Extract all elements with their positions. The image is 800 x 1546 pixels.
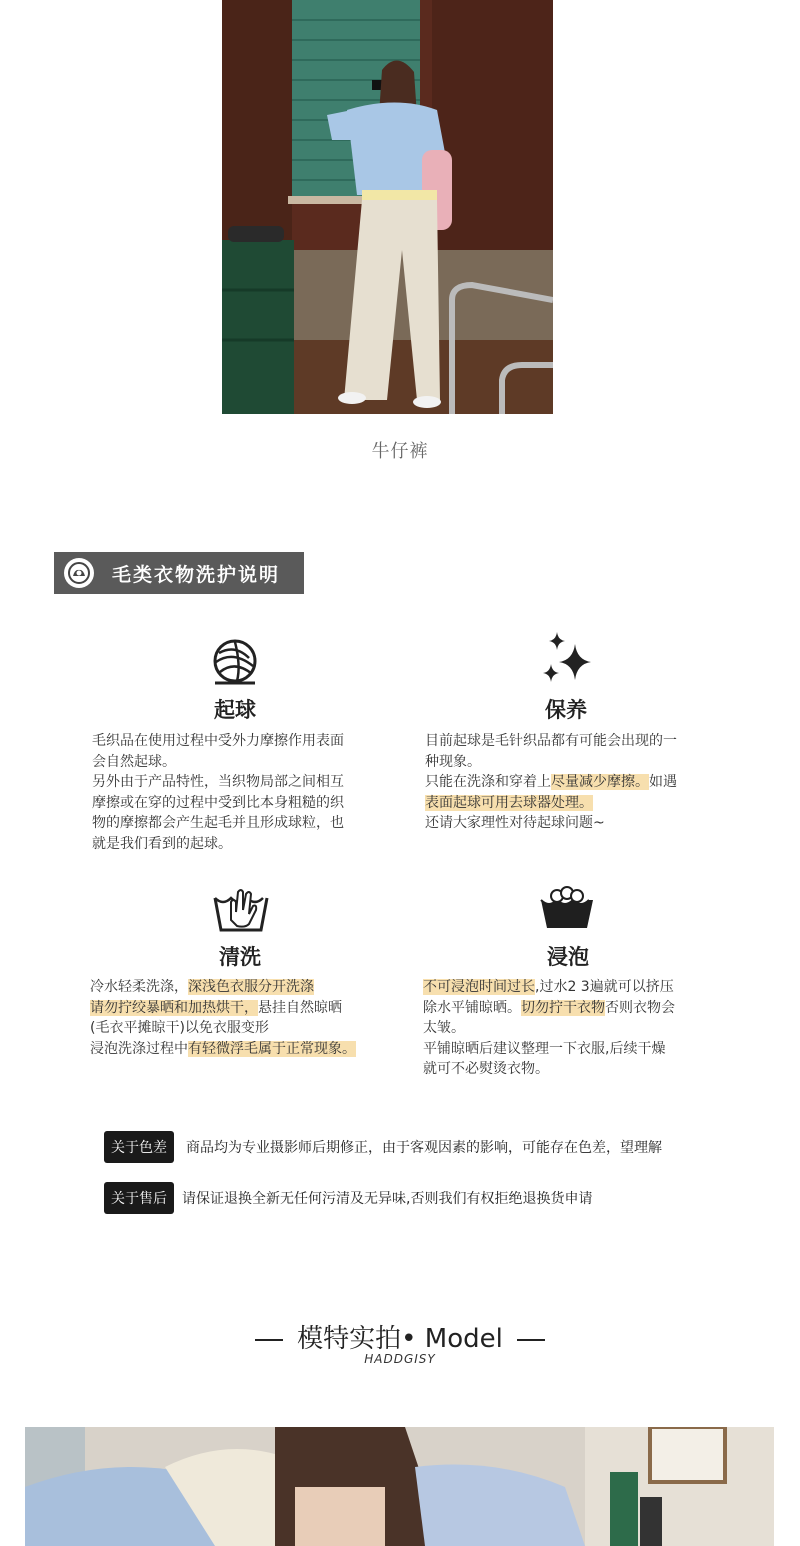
text-line: 另外由于产品特性，当织物局部之间相互 xyxy=(92,774,344,790)
model-title-text: 模特实拍• Model xyxy=(297,1324,503,1354)
card-body-maintenance xyxy=(425,731,725,834)
highlighted-text: 有轻微浮毛属于正常现象。 xyxy=(188,1040,356,1057)
hand-wash-icon xyxy=(211,884,271,940)
text-segment: 悬挂自然晾晒 xyxy=(258,999,342,1016)
text-line: (毛衣平摊晾干)以免衣服变形 xyxy=(90,1020,269,1036)
banner-title: 毛类衣物洗护说明 xyxy=(112,563,281,586)
text-line: 会自然起球。 xyxy=(92,753,176,770)
text-line: 目前起球是毛针织品都有可能会出现的一 xyxy=(425,733,677,749)
model-section-subtitle: HADDGISY xyxy=(364,1352,436,1366)
card-body-washing xyxy=(90,977,400,1059)
text-line: 就可不必熨烫衣物。 xyxy=(423,1061,549,1077)
card-body-pilling xyxy=(92,731,392,854)
highlighted-text: 表面起球可用去球器处理。 xyxy=(425,794,593,811)
card-title-washing: 清洗 xyxy=(219,945,261,969)
round-emblem-icon xyxy=(64,558,94,588)
text-line: 就是我们看到的起球。 xyxy=(92,835,232,852)
text-line xyxy=(425,793,725,814)
card-title-maintenance: 保养 xyxy=(545,698,587,722)
text-line xyxy=(90,1039,400,1060)
product-photo-jeans xyxy=(222,0,553,414)
color-difference-note xyxy=(104,1131,662,1163)
text-segment: 否则衣物会 xyxy=(605,999,675,1016)
highlighted-text: 尽量减少摩擦。 xyxy=(551,774,649,790)
text-segment: 如遇 xyxy=(649,774,677,790)
text-line xyxy=(90,977,400,998)
note-tag-color: 关于色差 xyxy=(104,1131,174,1163)
note-tag-after-sales: 关于售后 xyxy=(104,1182,174,1214)
text-segment: ,过水2 3遍就可以挤压 xyxy=(535,979,674,995)
title-dash-right xyxy=(517,1339,545,1341)
highlighted-text: 切勿拧干衣物 xyxy=(521,999,605,1016)
wash-basin-icon xyxy=(537,884,597,938)
text-segment: 只能在洗涤和穿着上 xyxy=(425,774,551,790)
text-line xyxy=(425,772,725,793)
text-line xyxy=(423,998,723,1019)
card-body-soaking xyxy=(423,977,723,1080)
after-sales-note xyxy=(104,1182,592,1214)
text-segment: 浸泡洗涤过程中 xyxy=(90,1040,188,1057)
text-line: 物的摩擦都会产生起毛并且形成球粒，也 xyxy=(92,815,344,831)
care-instructions-banner xyxy=(54,552,304,594)
yarn-ball-icon xyxy=(205,636,265,692)
highlighted-text: 不可浸泡时间过长 xyxy=(423,979,535,995)
note-text-color: 商品均为专业摄影师后期修正，由于客观因素的影响，可能存在色差，望理解 xyxy=(186,1140,662,1156)
highlighted-text: 深浅色衣服分开洗涤 xyxy=(188,979,314,995)
highlighted-text: 请勿拧绞暴晒和加热烘干， xyxy=(90,999,258,1016)
sparkle-icon xyxy=(537,632,597,692)
text-line: 种现象。 xyxy=(425,753,481,770)
card-title-soaking: 浸泡 xyxy=(547,945,589,969)
photo-caption: 牛仔裤 xyxy=(371,441,429,462)
text-line: 太皱。 xyxy=(423,1020,465,1036)
text-line xyxy=(423,977,723,998)
model-photo xyxy=(25,1427,774,1546)
text-line: 平铺晾晒后建议整理一下衣服,后续干燥 xyxy=(423,1040,666,1057)
model-section-title xyxy=(0,1318,800,1355)
text-line: 摩擦或在穿的过程中受到比本身粗糙的织 xyxy=(92,794,344,811)
text-line xyxy=(90,998,400,1019)
text-segment: 冷水轻柔洗涤， xyxy=(90,979,188,995)
text-line: 还请大家理性对待起球问题~ xyxy=(425,815,605,831)
card-title-pilling: 起球 xyxy=(214,698,256,722)
note-text-after-sales: 请保证退换全新无任何污清及无异味,否则我们有权拒绝退换货申请 xyxy=(182,1191,593,1207)
title-dash-left xyxy=(255,1339,283,1341)
text-line: 毛织品在使用过程中受外力摩擦作用表面 xyxy=(92,733,344,749)
text-segment: 除水平铺晾晒。 xyxy=(423,999,521,1016)
